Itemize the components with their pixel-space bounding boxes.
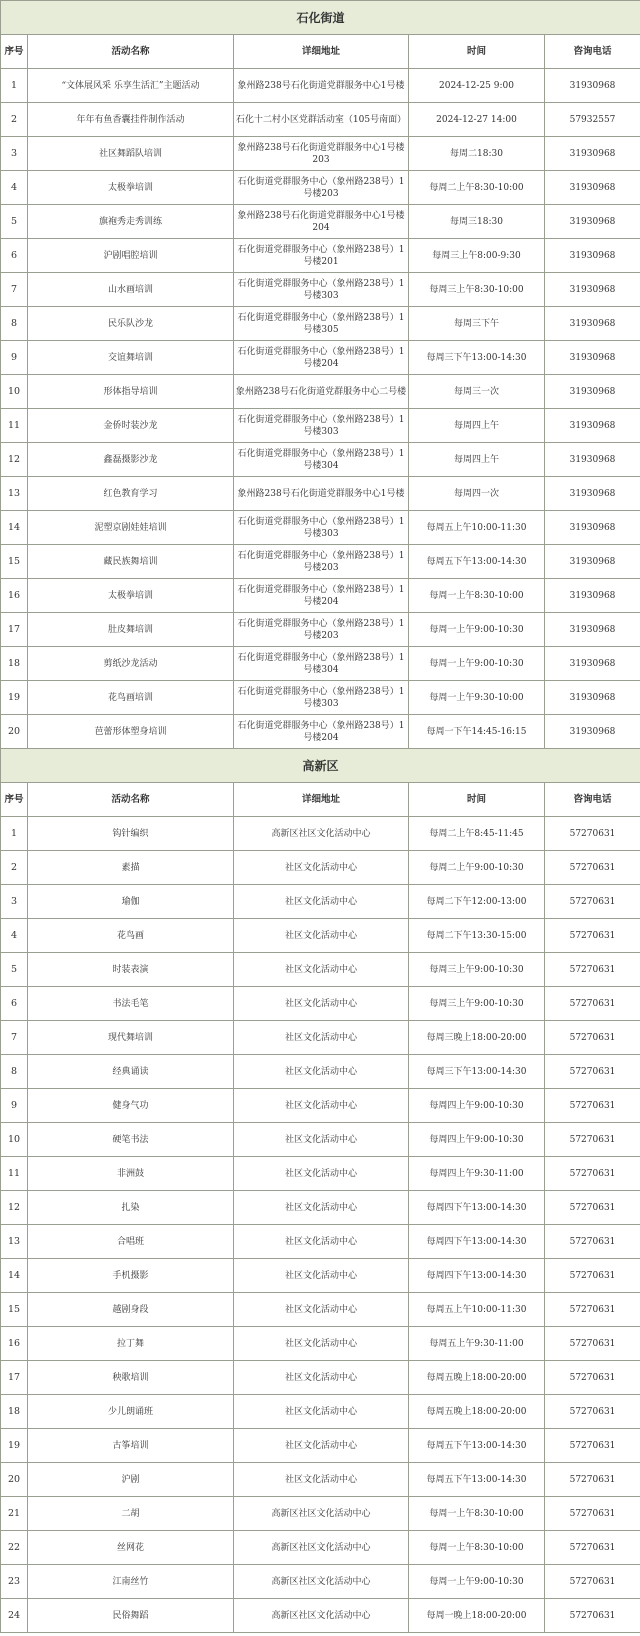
cell-time: 每周五下午13:00-14:30 — [409, 1463, 545, 1497]
cell-activity-name: 芭蕾形体塑身培训 — [28, 715, 234, 749]
cell-phone: 57270631 — [545, 1599, 640, 1633]
cell-time: 每周一上午9:30-10:00 — [409, 681, 545, 715]
table-row — [1, 307, 640, 341]
cell-activity-name: 越剧身段 — [28, 1293, 234, 1327]
cell-activity-name: 扎染 — [28, 1191, 234, 1225]
cell-time: 每周二上午9:00-10:30 — [409, 851, 545, 885]
cell-time: 每周一下午14:45-16:15 — [409, 715, 545, 749]
cell-address: 石化街道党群服务中心（象州路238号）1号楼304 — [234, 443, 409, 477]
cell-phone: 57270631 — [545, 1157, 640, 1191]
cell-phone: 31930968 — [545, 205, 640, 239]
cell-activity-name: 丝网花 — [28, 1531, 234, 1565]
cell-address: 高新区社区文化活动中心 — [234, 1565, 409, 1599]
cell-time: 每周五晚上18:00-20:00 — [409, 1395, 545, 1429]
cell-time: 每周二上午8:45-11:45 — [409, 817, 545, 851]
header-address: 详细地址 — [234, 35, 409, 69]
cell-address: 社区文化活动中心 — [234, 1293, 409, 1327]
cell-activity-name: 鑫磊摄影沙龙 — [28, 443, 234, 477]
cell-address: 石化街道党群服务中心（象州路238号）1号楼305 — [234, 307, 409, 341]
cell-activity-name: 书法毛笔 — [28, 987, 234, 1021]
table-row — [1, 103, 640, 137]
cell-time: 每周五上午10:00-11:30 — [409, 1293, 545, 1327]
cell-address: 社区文化活动中心 — [234, 987, 409, 1021]
cell-no: 11 — [1, 409, 28, 443]
cell-phone: 31930968 — [545, 137, 640, 171]
cell-phone: 31930968 — [545, 579, 640, 613]
cell-time: 每周四上午9:30-11:00 — [409, 1157, 545, 1191]
cell-no: 15 — [1, 1293, 28, 1327]
cell-address: 社区文化活动中心 — [234, 1395, 409, 1429]
cell-time: 每周五上午10:00-11:30 — [409, 511, 545, 545]
table-row — [1, 715, 640, 749]
cell-activity-name: 民乐队沙龙 — [28, 307, 234, 341]
cell-no: 8 — [1, 1055, 28, 1089]
cell-phone: 57270631 — [545, 1293, 640, 1327]
cell-no: 17 — [1, 613, 28, 647]
cell-activity-name: 合唱班 — [28, 1225, 234, 1259]
cell-no: 6 — [1, 987, 28, 1021]
table-row — [1, 1293, 640, 1327]
cell-address: 石化街道党群服务中心（象州路238号）1号楼203 — [234, 545, 409, 579]
cell-phone: 57270631 — [545, 1191, 640, 1225]
cell-no: 13 — [1, 477, 28, 511]
cell-address: 社区文化活动中心 — [234, 1225, 409, 1259]
cell-phone: 57270631 — [545, 1463, 640, 1497]
cell-no: 5 — [1, 953, 28, 987]
table-row — [1, 69, 640, 103]
section-gaoxin — [1, 749, 640, 1633]
table-row — [1, 1327, 640, 1361]
cell-address: 社区文化活动中心 — [234, 885, 409, 919]
cell-activity-name: 年年有鱼香囊挂件制作活动 — [28, 103, 234, 137]
cell-time: 2024-12-27 14:00 — [409, 103, 545, 137]
cell-no: 10 — [1, 375, 28, 409]
section-title: 石化街道 — [1, 1, 640, 35]
cell-time: 每周二18:30 — [409, 137, 545, 171]
cell-time: 每周四上午 — [409, 443, 545, 477]
cell-no: 24 — [1, 1599, 28, 1633]
cell-phone: 31930968 — [545, 171, 640, 205]
cell-address: 社区文化活动中心 — [234, 1327, 409, 1361]
cell-no: 1 — [1, 69, 28, 103]
cell-phone: 57270631 — [545, 1055, 640, 1089]
cell-address: 社区文化活动中心 — [234, 953, 409, 987]
table-row — [1, 1225, 640, 1259]
table-row — [1, 953, 640, 987]
header-no: 序号 — [1, 35, 28, 69]
cell-address: 象州路238号石化街道党群服务中心1号楼204 — [234, 205, 409, 239]
cell-activity-name: 山水画培训 — [28, 273, 234, 307]
cell-activity-name: 秧歌培训 — [28, 1361, 234, 1395]
cell-time: 每周五下午13:00-14:30 — [409, 1429, 545, 1463]
cell-phone: 57270631 — [545, 1395, 640, 1429]
cell-no: 11 — [1, 1157, 28, 1191]
cell-no: 4 — [1, 919, 28, 953]
table-row — [1, 851, 640, 885]
cell-address: 社区文化活动中心 — [234, 1259, 409, 1293]
cell-no: 23 — [1, 1565, 28, 1599]
cell-no: 18 — [1, 1395, 28, 1429]
cell-phone: 31930968 — [545, 545, 640, 579]
cell-time: 每周三下午13:00-14:30 — [409, 341, 545, 375]
cell-activity-name: 肚皮舞培训 — [28, 613, 234, 647]
cell-phone: 31930968 — [545, 69, 640, 103]
cell-phone: 31930968 — [545, 443, 640, 477]
table-row — [1, 477, 640, 511]
cell-activity-name: 古筝培训 — [28, 1429, 234, 1463]
cell-address: 社区文化活动中心 — [234, 851, 409, 885]
cell-activity-name: 泥塑京剧娃娃培训 — [28, 511, 234, 545]
table-row — [1, 647, 640, 681]
cell-address: 石化十二村小区党群活动室（105号南面） — [234, 103, 409, 137]
cell-phone: 31930968 — [545, 681, 640, 715]
cell-no: 20 — [1, 715, 28, 749]
cell-address: 石化街道党群服务中心（象州路238号）1号楼204 — [234, 341, 409, 375]
cell-time: 每周三下午13:00-14:30 — [409, 1055, 545, 1089]
cell-activity-name: 太极拳培训 — [28, 171, 234, 205]
table-row — [1, 885, 640, 919]
cell-activity-name: 太极拳培训 — [28, 579, 234, 613]
table-row — [1, 1123, 640, 1157]
cell-phone: 57270631 — [545, 953, 640, 987]
table-row — [1, 545, 640, 579]
cell-phone: 57270631 — [545, 1361, 640, 1395]
cell-time: 每周一上午9:00-10:30 — [409, 613, 545, 647]
table-row — [1, 511, 640, 545]
table-row — [1, 1361, 640, 1395]
table-row — [1, 137, 640, 171]
cell-no: 7 — [1, 273, 28, 307]
cell-activity-name: 花鸟画培训 — [28, 681, 234, 715]
cell-address: 象州路238号石化街道党群服务中心1号楼 — [234, 477, 409, 511]
cell-time: 每周五晚上18:00-20:00 — [409, 1361, 545, 1395]
cell-activity-name: 硬笔书法 — [28, 1123, 234, 1157]
cell-address: 石化街道党群服务中心（象州路238号）1号楼303 — [234, 511, 409, 545]
cell-activity-name: 交谊舞培训 — [28, 341, 234, 375]
cell-phone: 57270631 — [545, 851, 640, 885]
table-row — [1, 1089, 640, 1123]
table-row — [1, 443, 640, 477]
table-row — [1, 1021, 640, 1055]
cell-time: 每周二上午8:30-10:00 — [409, 171, 545, 205]
header-name: 活动名称 — [28, 35, 234, 69]
header-time: 时间 — [409, 783, 545, 817]
cell-phone: 31930968 — [545, 647, 640, 681]
cell-phone: 57270631 — [545, 1021, 640, 1055]
cell-phone: 57270631 — [545, 1497, 640, 1531]
header-no: 序号 — [1, 783, 28, 817]
cell-activity-name: 瑜伽 — [28, 885, 234, 919]
cell-address: 社区文化活动中心 — [234, 1361, 409, 1395]
cell-no: 6 — [1, 239, 28, 273]
cell-address: 高新区社区文化活动中心 — [234, 1497, 409, 1531]
cell-phone: 57270631 — [545, 1531, 640, 1565]
cell-activity-name: 江南丝竹 — [28, 1565, 234, 1599]
cell-address: 社区文化活动中心 — [234, 1055, 409, 1089]
cell-activity-name: 非洲鼓 — [28, 1157, 234, 1191]
cell-no: 2 — [1, 103, 28, 137]
cell-phone: 57932557 — [545, 103, 640, 137]
table-row — [1, 341, 640, 375]
cell-phone: 57270631 — [545, 885, 640, 919]
cell-time: 每周一上午8:30-10:00 — [409, 1497, 545, 1531]
cell-time: 每周四下午13:00-14:30 — [409, 1225, 545, 1259]
cell-address: 石化街道党群服务中心（象州路238号）1号楼201 — [234, 239, 409, 273]
cell-address: 社区文化活动中心 — [234, 1429, 409, 1463]
cell-phone: 31930968 — [545, 613, 640, 647]
cell-time: 每周三上午8:00-9:30 — [409, 239, 545, 273]
cell-time: 每周四下午13:00-14:30 — [409, 1259, 545, 1293]
cell-time: 每周一晚上18:00-20:00 — [409, 1599, 545, 1633]
cell-phone: 31930968 — [545, 409, 640, 443]
cell-time: 每周五下午13:00-14:30 — [409, 545, 545, 579]
cell-no: 5 — [1, 205, 28, 239]
cell-phone: 57270631 — [545, 817, 640, 851]
header-name: 活动名称 — [28, 783, 234, 817]
header-phone: 咨询电话 — [545, 35, 640, 69]
cell-address: 社区文化活动中心 — [234, 1191, 409, 1225]
table-row — [1, 579, 640, 613]
cell-activity-name: 藏民族舞培训 — [28, 545, 234, 579]
table-row — [1, 375, 640, 409]
cell-time: 每周一上午9:00-10:30 — [409, 647, 545, 681]
cell-no: 3 — [1, 885, 28, 919]
cell-address: 石化街道党群服务中心（象州路238号）1号楼303 — [234, 681, 409, 715]
cell-phone: 57270631 — [545, 1089, 640, 1123]
cell-address: 石化街道党群服务中心（象州路238号）1号楼303 — [234, 409, 409, 443]
cell-time: 每周三晚上18:00-20:00 — [409, 1021, 545, 1055]
cell-address: 高新区社区文化活动中心 — [234, 1599, 409, 1633]
cell-activity-name: 花鸟画 — [28, 919, 234, 953]
table-row — [1, 1157, 640, 1191]
cell-phone: 57270631 — [545, 1225, 640, 1259]
column-header-row — [1, 35, 640, 69]
cell-no: 17 — [1, 1361, 28, 1395]
cell-time: 每周三上午9:00-10:30 — [409, 987, 545, 1021]
cell-no: 14 — [1, 1259, 28, 1293]
cell-address: 高新区社区文化活动中心 — [234, 1531, 409, 1565]
cell-time: 每周四下午13:00-14:30 — [409, 1191, 545, 1225]
cell-activity-name: 健身气功 — [28, 1089, 234, 1123]
cell-phone: 31930968 — [545, 273, 640, 307]
cell-activity-name: 红色教育学习 — [28, 477, 234, 511]
cell-activity-name: 钩针编织 — [28, 817, 234, 851]
cell-no: 7 — [1, 1021, 28, 1055]
cell-activity-name: 二胡 — [28, 1497, 234, 1531]
table-row — [1, 1599, 640, 1633]
cell-no: 16 — [1, 579, 28, 613]
cell-address: 石化街道党群服务中心（象州路238号）1号楼204 — [234, 579, 409, 613]
cell-phone: 31930968 — [545, 375, 640, 409]
cell-phone: 31930968 — [545, 239, 640, 273]
cell-phone: 57270631 — [545, 919, 640, 953]
cell-no: 19 — [1, 1429, 28, 1463]
cell-no: 19 — [1, 681, 28, 715]
cell-phone: 57270631 — [545, 1429, 640, 1463]
cell-activity-name: 现代舞培训 — [28, 1021, 234, 1055]
cell-time: 每周一上午8:30-10:00 — [409, 579, 545, 613]
cell-time: 每周四上午 — [409, 409, 545, 443]
cell-no: 12 — [1, 1191, 28, 1225]
cell-time: 每周四上午9:00-10:30 — [409, 1089, 545, 1123]
cell-address: 社区文化活动中心 — [234, 1463, 409, 1497]
cell-no: 3 — [1, 137, 28, 171]
cell-address: 社区文化活动中心 — [234, 1021, 409, 1055]
table-row — [1, 1463, 640, 1497]
cell-time: 每周三上午9:00-10:30 — [409, 953, 545, 987]
table-row — [1, 1259, 640, 1293]
cell-phone: 31930968 — [545, 307, 640, 341]
cell-address: 石化街道党群服务中心（象州路238号）1号楼304 — [234, 647, 409, 681]
cell-activity-name: 拉丁舞 — [28, 1327, 234, 1361]
table-row — [1, 1429, 640, 1463]
cell-time: 每周三上午8:30-10:00 — [409, 273, 545, 307]
cell-address: 社区文化活动中心 — [234, 1123, 409, 1157]
table-row — [1, 1531, 640, 1565]
cell-no: 12 — [1, 443, 28, 477]
table-row — [1, 1191, 640, 1225]
cell-time: 每周二下午12:00-13:00 — [409, 885, 545, 919]
cell-phone: 31930968 — [545, 511, 640, 545]
cell-no: 10 — [1, 1123, 28, 1157]
cell-time: 每周一上午8:30-10:00 — [409, 1531, 545, 1565]
cell-activity-name: 手机摄影 — [28, 1259, 234, 1293]
cell-address: 石化街道党群服务中心（象州路238号）1号楼303 — [234, 273, 409, 307]
table-row — [1, 239, 640, 273]
table-row — [1, 1055, 640, 1089]
cell-no: 9 — [1, 1089, 28, 1123]
header-address: 详细地址 — [234, 783, 409, 817]
cell-address: 社区文化活动中心 — [234, 1089, 409, 1123]
cell-phone: 57270631 — [545, 1565, 640, 1599]
cell-phone: 57270631 — [545, 987, 640, 1021]
cell-no: 22 — [1, 1531, 28, 1565]
cell-no: 8 — [1, 307, 28, 341]
cell-time: 每周三18:30 — [409, 205, 545, 239]
cell-activity-name: 形体指导培训 — [28, 375, 234, 409]
cell-time: 每周四一次 — [409, 477, 545, 511]
cell-activity-name: 时装表演 — [28, 953, 234, 987]
cell-activity-name: 沪剧唱腔培训 — [28, 239, 234, 273]
header-time: 时间 — [409, 35, 545, 69]
cell-activity-name: 民俗舞蹈 — [28, 1599, 234, 1633]
cell-address: 石化街道党群服务中心（象州路238号）1号楼203 — [234, 613, 409, 647]
cell-phone: 31930968 — [545, 341, 640, 375]
cell-no: 21 — [1, 1497, 28, 1531]
cell-time: 每周三一次 — [409, 375, 545, 409]
table-row — [1, 409, 640, 443]
table-row — [1, 817, 640, 851]
cell-address: 石化街道党群服务中心（象州路238号）1号楼203 — [234, 171, 409, 205]
cell-activity-name: 剪纸沙龙活动 — [28, 647, 234, 681]
table-row — [1, 1565, 640, 1599]
cell-activity-name: 素描 — [28, 851, 234, 885]
cell-time: 每周三下午 — [409, 307, 545, 341]
cell-phone: 31930968 — [545, 715, 640, 749]
cell-no: 20 — [1, 1463, 28, 1497]
cell-address: 象州路238号石化街道党群服务中心二号楼 — [234, 375, 409, 409]
cell-activity-name: 沪剧 — [28, 1463, 234, 1497]
cell-address: 象州路238号石化街道党群服务中心1号楼203 — [234, 137, 409, 171]
table-row — [1, 1395, 640, 1429]
cell-no: 4 — [1, 171, 28, 205]
cell-no: 2 — [1, 851, 28, 885]
cell-activity-name: 旗袍秀走秀训练 — [28, 205, 234, 239]
cell-address: 社区文化活动中心 — [234, 1157, 409, 1191]
cell-time: 每周四上午9:00-10:30 — [409, 1123, 545, 1157]
table-row — [1, 987, 640, 1021]
cell-no: 16 — [1, 1327, 28, 1361]
header-phone: 咨询电话 — [545, 783, 640, 817]
table-row — [1, 273, 640, 307]
cell-address: 社区文化活动中心 — [234, 919, 409, 953]
cell-no: 14 — [1, 511, 28, 545]
cell-address: 高新区社区文化活动中心 — [234, 817, 409, 851]
table-row — [1, 1497, 640, 1531]
table-row — [1, 613, 640, 647]
cell-time: 2024-12-25 9:00 — [409, 69, 545, 103]
cell-phone: 57270631 — [545, 1123, 640, 1157]
cell-activity-name: 经典诵读 — [28, 1055, 234, 1089]
table-row — [1, 919, 640, 953]
cell-time: 每周一上午9:00-10:30 — [409, 1565, 545, 1599]
cell-activity-name: 社区舞蹈队培训 — [28, 137, 234, 171]
cell-phone: 57270631 — [545, 1327, 640, 1361]
cell-phone: 31930968 — [545, 477, 640, 511]
cell-activity-name: 金侨时装沙龙 — [28, 409, 234, 443]
cell-time: 每周二下午13:30-15:00 — [409, 919, 545, 953]
cell-activity-name: “文体展风采 乐享生活汇”主题活动 — [28, 69, 234, 103]
cell-address: 象州路238号石化街道党群服务中心1号楼 — [234, 69, 409, 103]
section-shihua — [1, 1, 640, 749]
cell-address: 石化街道党群服务中心（象州路238号）1号楼204 — [234, 715, 409, 749]
cell-time: 每周五上午9:30-11:00 — [409, 1327, 545, 1361]
table-row — [1, 205, 640, 239]
table-row — [1, 681, 640, 715]
cell-no: 13 — [1, 1225, 28, 1259]
cell-activity-name: 少儿朗诵班 — [28, 1395, 234, 1429]
cell-no: 15 — [1, 545, 28, 579]
cell-no: 1 — [1, 817, 28, 851]
section-title: 高新区 — [1, 749, 640, 783]
cell-no: 9 — [1, 341, 28, 375]
table-row — [1, 171, 640, 205]
cell-no: 18 — [1, 647, 28, 681]
cell-phone: 57270631 — [545, 1259, 640, 1293]
column-header-row — [1, 783, 640, 817]
